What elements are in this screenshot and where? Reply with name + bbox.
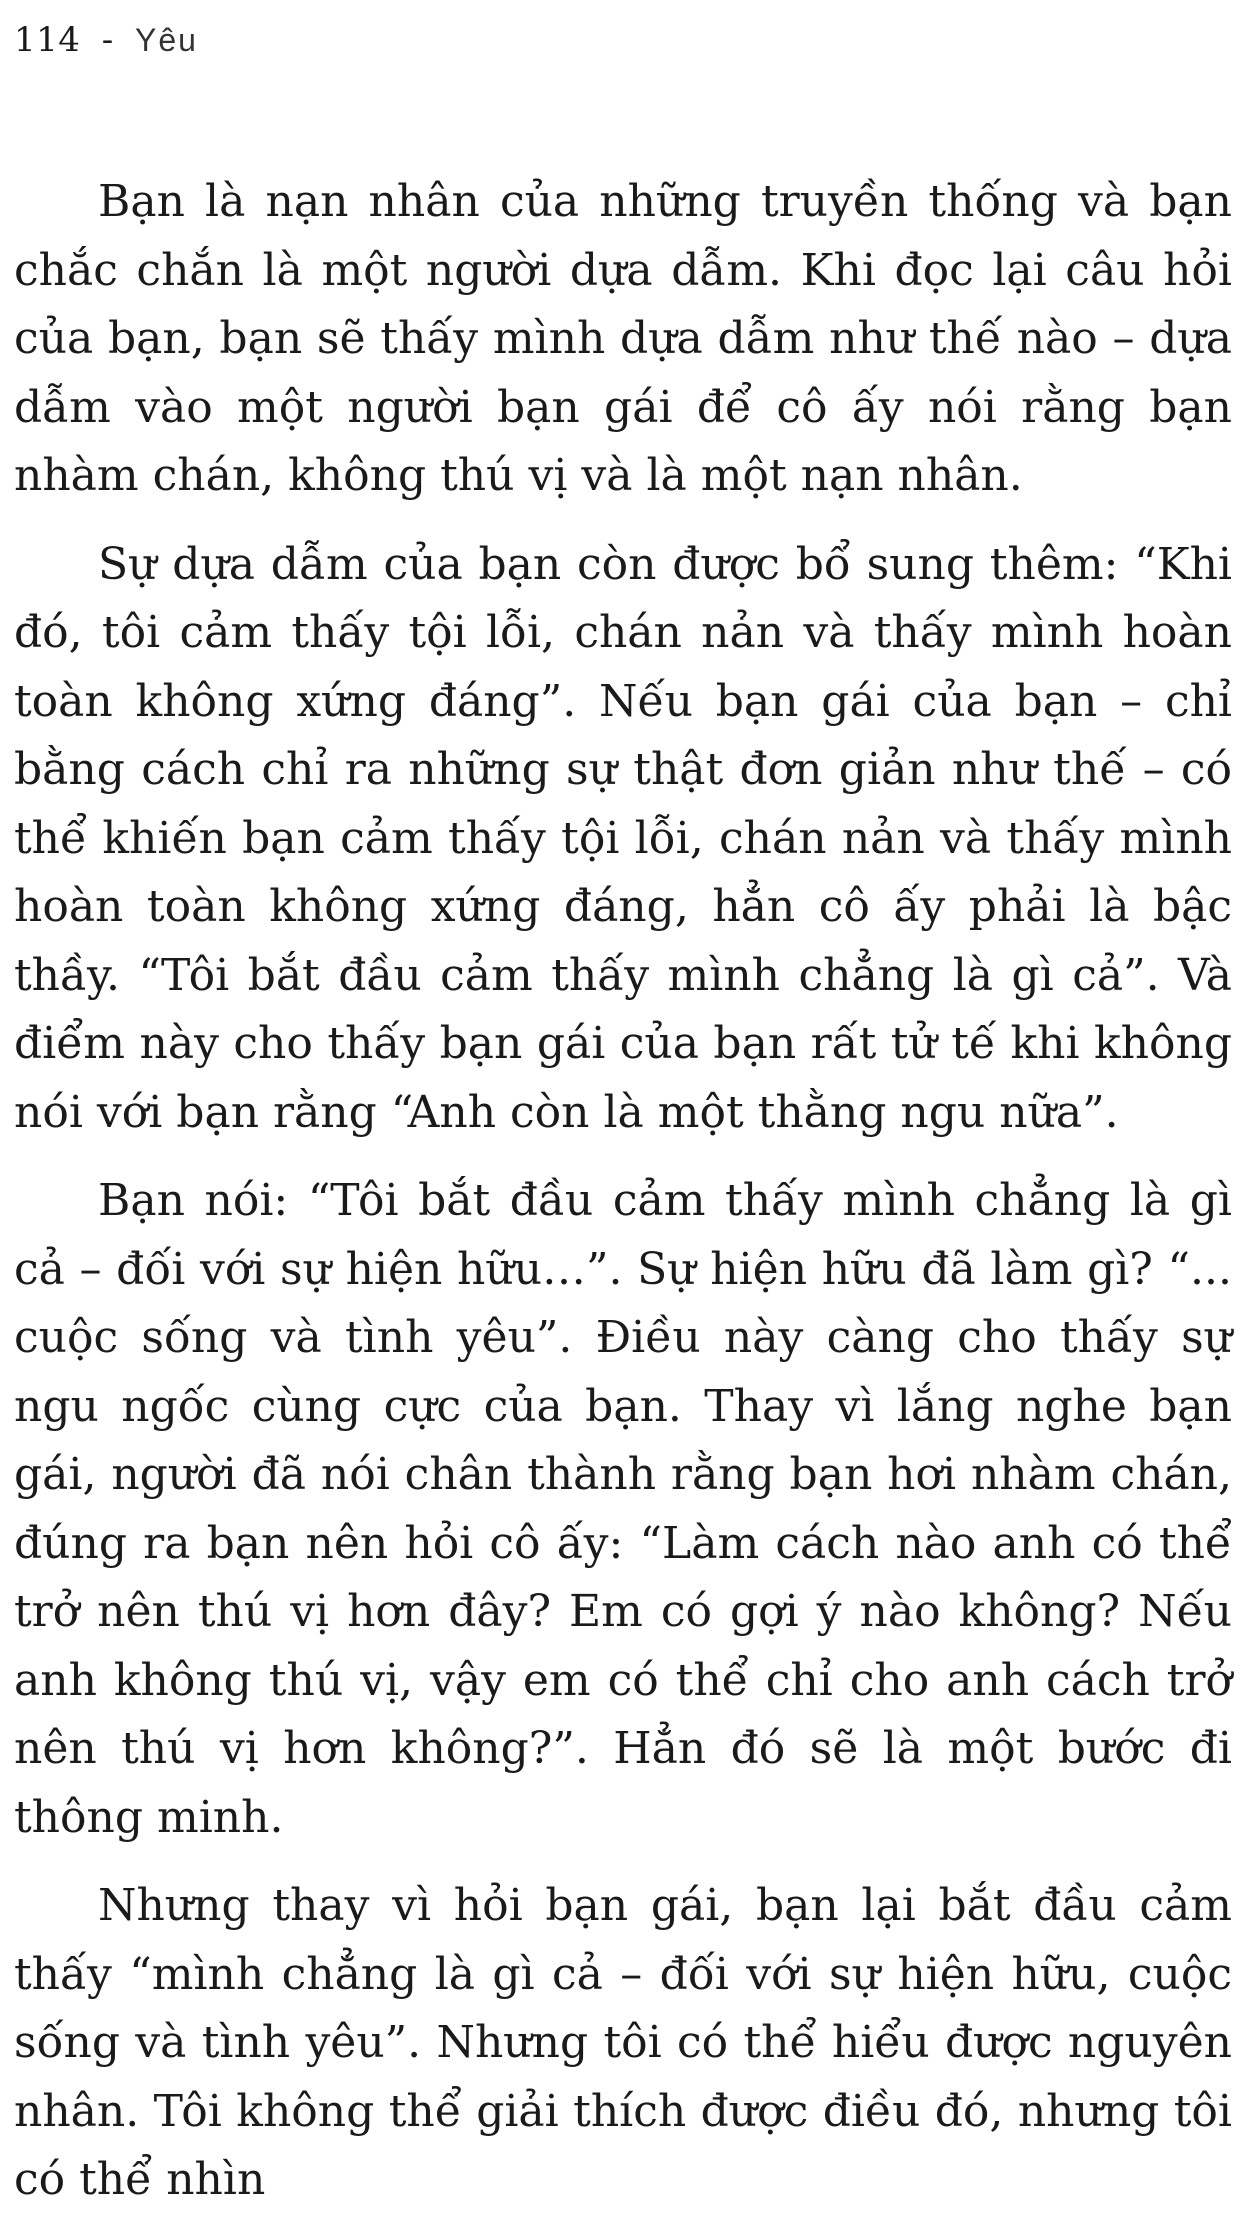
running-head xyxy=(14,18,198,62)
paragraph-3: Bạn nói: “Tôi bắt đầu cảm thấy mình chẳng là gì cả – đối với sự hiện hữu…”. Sự hiện hữu đã làm gì? “... cuộc sống và tình yêu”. Điều này càng cho thấy sự ngu ngốc cùng cực của bạn. Thay vì lắng nghe bạn gái, người đã nói chân thành rằng bạn hơi nhàm chán, đúng ra bạn nên hỏi cô ấy: “Làm cách nào anh có thể trở nên thú vị hơn đây? Em có gợi ý nào không? Nếu anh không thú vị, vậy em có thể chỉ cho anh cách trở nên thú vị hơn không?”. Hẳn đó sẽ là một bước đi thông minh. xyxy=(14,1175,1232,1843)
page-number: 114 xyxy=(14,20,81,60)
paragraph-4: Nhưng thay vì hỏi bạn gái, bạn lại bắt đầu cảm thấy “mình chẳng là gì cả – đối với sự hiện hữu, cuộc sống và tình yêu”. Nhưng tôi có thể hiểu được nguyên nhân. Tôi không thể giải thích được điều đó, nhưng tôi có thể nhìn xyxy=(14,1880,1232,2205)
paragraph-2: Sự dựa dẫm của bạn còn được bổ sung thêm: “Khi đó, tôi cảm thấy tội lỗi, chán nản và thấy mình hoàn toàn không xứng đáng”. Nếu bạn gái của bạn – chỉ bằng cách chỉ ra những sự thật đơn giản như thế – có thể khiến bạn cảm thấy tội lỗi, chán nản và thấy mình hoàn toàn không xứng đáng, hẳn cô ấy phải là bậc thầy. “Tôi bắt đầu cảm thấy mình chẳng là gì cả”. Và điểm này cho thấy bạn gái của bạn rất tử tế khi không nói với bạn rằng “Anh còn là một thằng ngu nữa”. xyxy=(14,538,1232,1138)
body-text xyxy=(14,168,1232,2235)
paragraph-1: Bạn là nạn nhân của những truyền thống và bạn chắc chắn là một người dựa dẫm. Khi đọc lại câu hỏi của bạn, bạn sẽ thấy mình dựa dẫm như thế nào – dựa dẫm vào một người bạn gái để cô ấy nói rằng bạn nhàm chán, không thú vị và là một nạn nhân. xyxy=(14,176,1232,501)
book-title: Yêu xyxy=(135,22,198,58)
header-separator: - xyxy=(101,20,114,60)
